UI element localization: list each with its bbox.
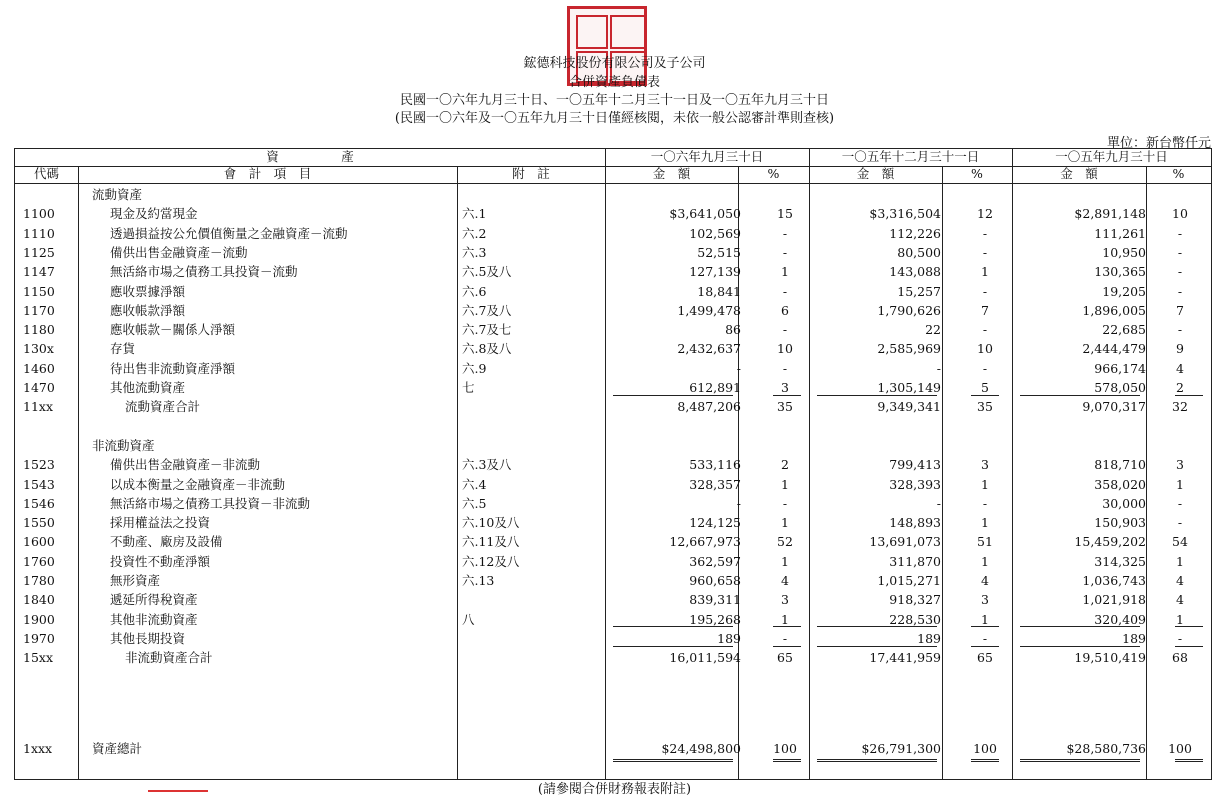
row-account-name: 無形資產 [110, 573, 161, 588]
row-amount-2: 112,226 [889, 225, 941, 241]
row-amount-3: 314,325 [1094, 553, 1146, 569]
table-row [15, 339, 1211, 358]
table-row [15, 475, 1211, 494]
row-amount-2: - [936, 495, 941, 511]
row-amount-3: 578,050 [1094, 380, 1146, 395]
row-amount-1: 839,311 [689, 592, 741, 608]
unit-label: 單位：新台幣仟元 [1106, 136, 1211, 151]
row-pct-2: 10 [977, 341, 993, 357]
amount-header-3: 金 額 [1060, 166, 1098, 181]
table-row [15, 436, 1211, 455]
pct-header-1: % [767, 166, 780, 181]
row-amount-1: - [736, 495, 741, 511]
row-pct-2: 1 [981, 553, 989, 569]
table-row [15, 552, 1211, 571]
row-amount-2: 328,393 [889, 476, 941, 492]
row-pct-2: 1 [981, 264, 989, 280]
row-pct-3: - [1177, 322, 1183, 338]
row-note: 六.3及八 [462, 457, 512, 473]
row-amount-2: 15,257 [897, 283, 941, 299]
row-pct-1: 1 [781, 515, 789, 531]
row-note: 六.9 [462, 360, 487, 376]
table-row [15, 648, 1211, 667]
row-amount-3: 19,510,419 [1074, 650, 1146, 666]
row-amount-1: 124,125 [689, 515, 741, 531]
row-pct-1: 52 [777, 534, 793, 550]
row-note: 六.8及八 [462, 341, 512, 357]
row-note: 六.5 [462, 495, 487, 511]
row-note: 六.7及八 [462, 302, 512, 318]
row-amount-3: 818,710 [1094, 457, 1146, 473]
row-note: 六.11及八 [462, 534, 520, 550]
row-pct-3: 10 [1172, 206, 1188, 222]
table-row [15, 494, 1211, 513]
row-pct-1: 1 [781, 553, 789, 569]
row-pct-3: - [1177, 225, 1183, 241]
row-amount-1: 1,499,478 [677, 302, 741, 318]
row-account-name: 無活絡市場之債務工具投資－流動 [110, 264, 298, 280]
row-code: 1170 [23, 302, 55, 318]
row-pct-1: 65 [777, 650, 793, 666]
row-account-name: 流動資產合計 [125, 399, 201, 415]
row-pct-3: 4 [1176, 592, 1184, 608]
total-amount-2: $26,791,300 [861, 741, 941, 756]
row-pct-3: - [1177, 515, 1183, 531]
pct-header-3: % [1172, 166, 1185, 181]
row-code: 1470 [23, 380, 55, 395]
row-account-name: 應收票據淨額 [110, 283, 186, 299]
row-pct-2: - [982, 244, 988, 260]
total-code: 1xxx [23, 741, 53, 756]
row-pct-2: 7 [981, 302, 989, 318]
row-amount-2: 189 [917, 630, 941, 646]
row-note: 六.3 [462, 244, 487, 260]
table-row [15, 204, 1211, 223]
row-amount-2: 17,441,959 [869, 650, 941, 666]
row-amount-3: 2,444,479 [1082, 341, 1146, 357]
row-pct-2: 5 [981, 380, 989, 395]
row-amount-3: $2,891,148 [1074, 206, 1146, 222]
row-code: 1180 [23, 322, 55, 338]
row-pct-1: 1 [781, 264, 789, 280]
row-pct-2: 1 [981, 515, 989, 531]
row-amount-1: 195,268 [689, 611, 741, 627]
row-amount-3: 150,903 [1094, 515, 1146, 531]
pct-header-2: % [971, 166, 983, 181]
row-pct-3: 68 [1172, 650, 1188, 666]
row-amount-3: 358,020 [1094, 476, 1146, 492]
row-account-name: 應收帳款－關係人淨額 [110, 322, 236, 338]
row-account-name: 無活絡市場之債務工具投資－非流動 [110, 495, 311, 511]
row-account-name: 其他流動資產 [110, 380, 186, 395]
row-amount-1: 2,432,637 [677, 341, 741, 357]
row-pct-3: 4 [1176, 360, 1184, 376]
row-code: 1460 [23, 360, 55, 376]
date-line: 民國一〇六年九月三十日、一〇五年十二月三十一日及一〇五年九月三十日 [399, 93, 829, 108]
row-amount-1: 8,487,206 [677, 399, 741, 415]
row-amount-1: 86 [725, 322, 741, 338]
row-amount-1: 102,569 [689, 225, 741, 241]
row-account-name: 流動資產 [92, 187, 143, 202]
row-amount-1: 612,891 [689, 380, 741, 395]
row-account-name: 存貨 [110, 341, 136, 357]
row-pct-3: - [1177, 495, 1183, 511]
row-account-name: 採用權益法之投資 [110, 515, 211, 531]
row-pct-1: - [782, 495, 788, 511]
row-amount-2: 311,870 [889, 553, 941, 569]
row-code: 130x [23, 341, 54, 357]
row-code: 1100 [23, 206, 55, 222]
row-account-name: 備供出售金融資產－流動 [110, 244, 248, 260]
row-amount-1: 960,658 [689, 573, 741, 588]
row-code: 1550 [23, 515, 55, 531]
row-code: 1147 [23, 264, 55, 280]
row-amount-3: 320,409 [1094, 611, 1146, 627]
row-pct-3: 4 [1176, 573, 1184, 588]
row-amount-3: 30,000 [1102, 495, 1146, 511]
row-pct-2: 51 [977, 534, 993, 550]
row-pct-1: - [782, 225, 788, 241]
row-account-name: 非流動資產合計 [125, 650, 213, 666]
row-pct-1: 3 [781, 380, 789, 395]
table-row [15, 301, 1211, 320]
row-pct-1: - [782, 244, 788, 260]
row-account-name: 應收帳款淨額 [110, 302, 186, 318]
row-amount-2: 1,015,271 [877, 573, 941, 588]
note-header: 附 註 [512, 166, 550, 181]
row-pct-1: - [782, 630, 788, 646]
row-code: 1780 [23, 573, 55, 588]
row-pct-3: 7 [1176, 302, 1184, 318]
table-row [15, 397, 1211, 416]
row-pct-2: - [982, 283, 988, 299]
row-pct-2: 1 [981, 611, 989, 627]
table-row [15, 243, 1211, 262]
row-amount-3: 15,459,202 [1074, 534, 1146, 550]
row-note: 六.1 [462, 206, 487, 222]
row-amount-2: $3,316,504 [869, 206, 941, 222]
row-amount-1: 18,841 [697, 283, 741, 299]
row-pct-2: - [982, 495, 988, 511]
row-account-name: 投資性不動產淨額 [110, 553, 211, 569]
row-amount-1: 12,667,973 [669, 534, 741, 550]
row-amount-1: 328,357 [689, 476, 741, 492]
table-row [15, 185, 1211, 204]
row-note: 八 [462, 611, 475, 627]
row-amount-2: 1,790,626 [877, 302, 941, 318]
row-code: 1110 [23, 225, 55, 241]
row-pct-3: 1 [1176, 476, 1184, 492]
row-amount-3: 22,685 [1102, 322, 1146, 338]
total-pct-1: 100 [773, 741, 797, 756]
row-note: 六.7及七 [462, 322, 512, 338]
row-amount-2: 143,088 [889, 264, 941, 280]
table-row [15, 571, 1211, 590]
total-amount-3: $28,580,736 [1066, 741, 1146, 756]
row-pct-3: 1 [1176, 611, 1184, 627]
code-header: 代碼 [33, 166, 59, 181]
table-row [15, 590, 1211, 609]
row-account-name: 以成本衡量之金融資產－非流動 [110, 476, 286, 492]
row-pct-2: - [982, 360, 988, 376]
row-pct-1: 10 [777, 341, 793, 357]
total-amount-1: $24,498,800 [661, 741, 741, 756]
row-pct-1: 35 [777, 399, 793, 415]
row-amount-1: 16,011,594 [669, 650, 741, 666]
row-amount-2: 22 [925, 322, 941, 338]
row-pct-2: 4 [981, 573, 989, 588]
amount-header-2: 金 額 [856, 166, 895, 181]
row-pct-3: 54 [1172, 534, 1188, 550]
row-pct-1: - [782, 360, 788, 376]
row-code: 1600 [23, 534, 55, 550]
row-pct-3: - [1177, 264, 1183, 280]
row-pct-2: 3 [981, 457, 989, 473]
period3-header: 一〇五年九月三十日 [1055, 149, 1168, 164]
table-row [15, 224, 1211, 243]
row-pct-2: 35 [977, 399, 993, 415]
row-code: 1760 [23, 553, 55, 569]
row-amount-1: $3,641,050 [669, 206, 741, 222]
row-code: 1543 [23, 476, 55, 492]
row-amount-2: 80,500 [897, 244, 941, 260]
row-account-name: 非流動資產 [92, 437, 155, 453]
row-note: 六.10及八 [462, 515, 520, 531]
red-mark [148, 790, 208, 792]
row-amount-1: 127,139 [689, 264, 741, 280]
row-pct-3: - [1177, 283, 1183, 299]
row-code: 1970 [23, 630, 55, 646]
table-row [15, 359, 1211, 378]
row-code: 1125 [23, 244, 55, 260]
row-pct-2: 3 [981, 592, 989, 608]
row-amount-2: - [936, 360, 941, 376]
row-pct-2: 65 [977, 650, 993, 666]
company-name: 鋐德科技股份有限公司及子公司 [523, 56, 706, 71]
row-pct-1: - [782, 283, 788, 299]
total-name: 資產總計 [92, 741, 143, 756]
row-pct-1: 3 [781, 592, 789, 608]
row-note: 六.13 [462, 573, 495, 588]
row-pct-3: 9 [1176, 341, 1184, 357]
table-row [15, 282, 1211, 301]
row-pct-3: 1 [1176, 553, 1184, 569]
row-amount-3: 19,205 [1102, 283, 1146, 299]
row-code: 11xx [23, 399, 54, 415]
row-account-name: 不動產、廠房及設備 [110, 534, 223, 550]
footer-note: (請參閱合併財務報表附註) [537, 782, 692, 797]
row-code: 1150 [23, 283, 55, 299]
table-row [15, 513, 1211, 532]
row-account-name: 遞延所得稅資產 [110, 592, 198, 608]
balance-sheet-table [14, 148, 1212, 780]
row-note: 七 [462, 380, 475, 395]
row-amount-1: 533,116 [689, 457, 741, 473]
row-amount-2: 9,349,341 [877, 399, 941, 415]
assets-header: 資 產 [266, 149, 354, 164]
row-account-name: 待出售非流動資產淨額 [110, 360, 236, 376]
total-pct-3: 100 [1168, 741, 1192, 756]
row-note: 六.5及八 [462, 264, 512, 280]
period2-header: 一〇五年十二月三十一日 [841, 149, 980, 164]
row-code: 1546 [23, 495, 55, 511]
row-amount-2: 2,585,969 [877, 341, 941, 357]
row-pct-2: 1 [981, 476, 989, 492]
row-code: 1523 [23, 457, 55, 473]
row-pct-1: 4 [781, 573, 789, 588]
row-amount-2: 918,327 [889, 592, 941, 608]
row-account-name: 備供出售金融資產－非流動 [110, 457, 261, 473]
row-amount-2: 13,691,073 [869, 534, 941, 550]
row-amount-1: 362,597 [689, 553, 741, 569]
row-note: 六.2 [462, 225, 487, 241]
row-pct-2: - [982, 225, 988, 241]
period1-header: 一〇六年九月三十日 [650, 149, 764, 164]
table-row [15, 455, 1211, 474]
row-pct-1: 2 [781, 457, 789, 473]
table-row [15, 262, 1211, 281]
row-pct-2: - [982, 630, 988, 646]
row-amount-3: 966,174 [1094, 360, 1146, 376]
row-amount-3: 189 [1122, 630, 1146, 646]
review-note: (民國一〇六年及一〇五年九月三十日僅經核閱，未依一般公認審計準則查核) [394, 111, 835, 126]
row-pct-3: - [1177, 630, 1183, 646]
amount-header-1: 金 額 [652, 166, 691, 181]
row-pct-1: 1 [781, 611, 789, 627]
row-amount-2: 1,305,149 [877, 380, 941, 395]
account-header: 會 計 項 目 [223, 166, 312, 181]
row-amount-3: 1,896,005 [1082, 302, 1146, 318]
total-pct-2: 100 [973, 741, 997, 756]
row-note: 六.4 [462, 476, 487, 492]
row-amount-3: 130,365 [1094, 264, 1146, 280]
row-code: 15xx [23, 650, 54, 666]
row-account-name: 其他長期投資 [110, 630, 186, 646]
row-pct-3: 3 [1176, 457, 1184, 473]
row-code: 1840 [23, 592, 55, 608]
row-account-name: 現金及約當現金 [110, 206, 198, 222]
row-amount-2: 799,413 [889, 457, 941, 473]
row-pct-3: - [1177, 244, 1183, 260]
row-pct-1: 1 [781, 476, 789, 492]
row-amount-3: 1,021,918 [1082, 592, 1146, 608]
row-amount-1: 52,515 [697, 244, 741, 260]
table-row [15, 417, 1211, 436]
row-note: 六.12及八 [462, 553, 520, 569]
row-pct-1: - [782, 322, 788, 338]
row-amount-2: 148,893 [889, 515, 941, 531]
row-note: 六.6 [462, 283, 487, 299]
row-account-name: 透過損益按公允價值衡量之金融資產－流動 [110, 225, 348, 241]
row-pct-1: 6 [781, 302, 789, 318]
row-amount-3: 10,950 [1102, 244, 1146, 260]
total-row [15, 739, 1211, 758]
row-pct-2: 12 [977, 206, 993, 222]
row-amount-1: - [736, 360, 741, 376]
row-amount-3: 111,261 [1094, 225, 1146, 241]
statement-title: 合併資產負債表 [568, 75, 660, 90]
row-pct-3: 2 [1176, 380, 1184, 395]
row-account-name: 其他非流動資產 [110, 611, 198, 627]
row-pct-1: 15 [777, 206, 793, 222]
row-amount-3: 1,036,743 [1082, 573, 1146, 588]
table-row [15, 532, 1211, 551]
row-amount-2: 228,530 [889, 611, 941, 627]
table-row [15, 320, 1211, 339]
row-amount-1: 189 [717, 630, 741, 646]
row-pct-3: 32 [1172, 399, 1188, 415]
row-amount-3: 9,070,317 [1082, 399, 1146, 415]
row-code: 1900 [23, 611, 55, 627]
row-pct-2: - [982, 322, 988, 338]
